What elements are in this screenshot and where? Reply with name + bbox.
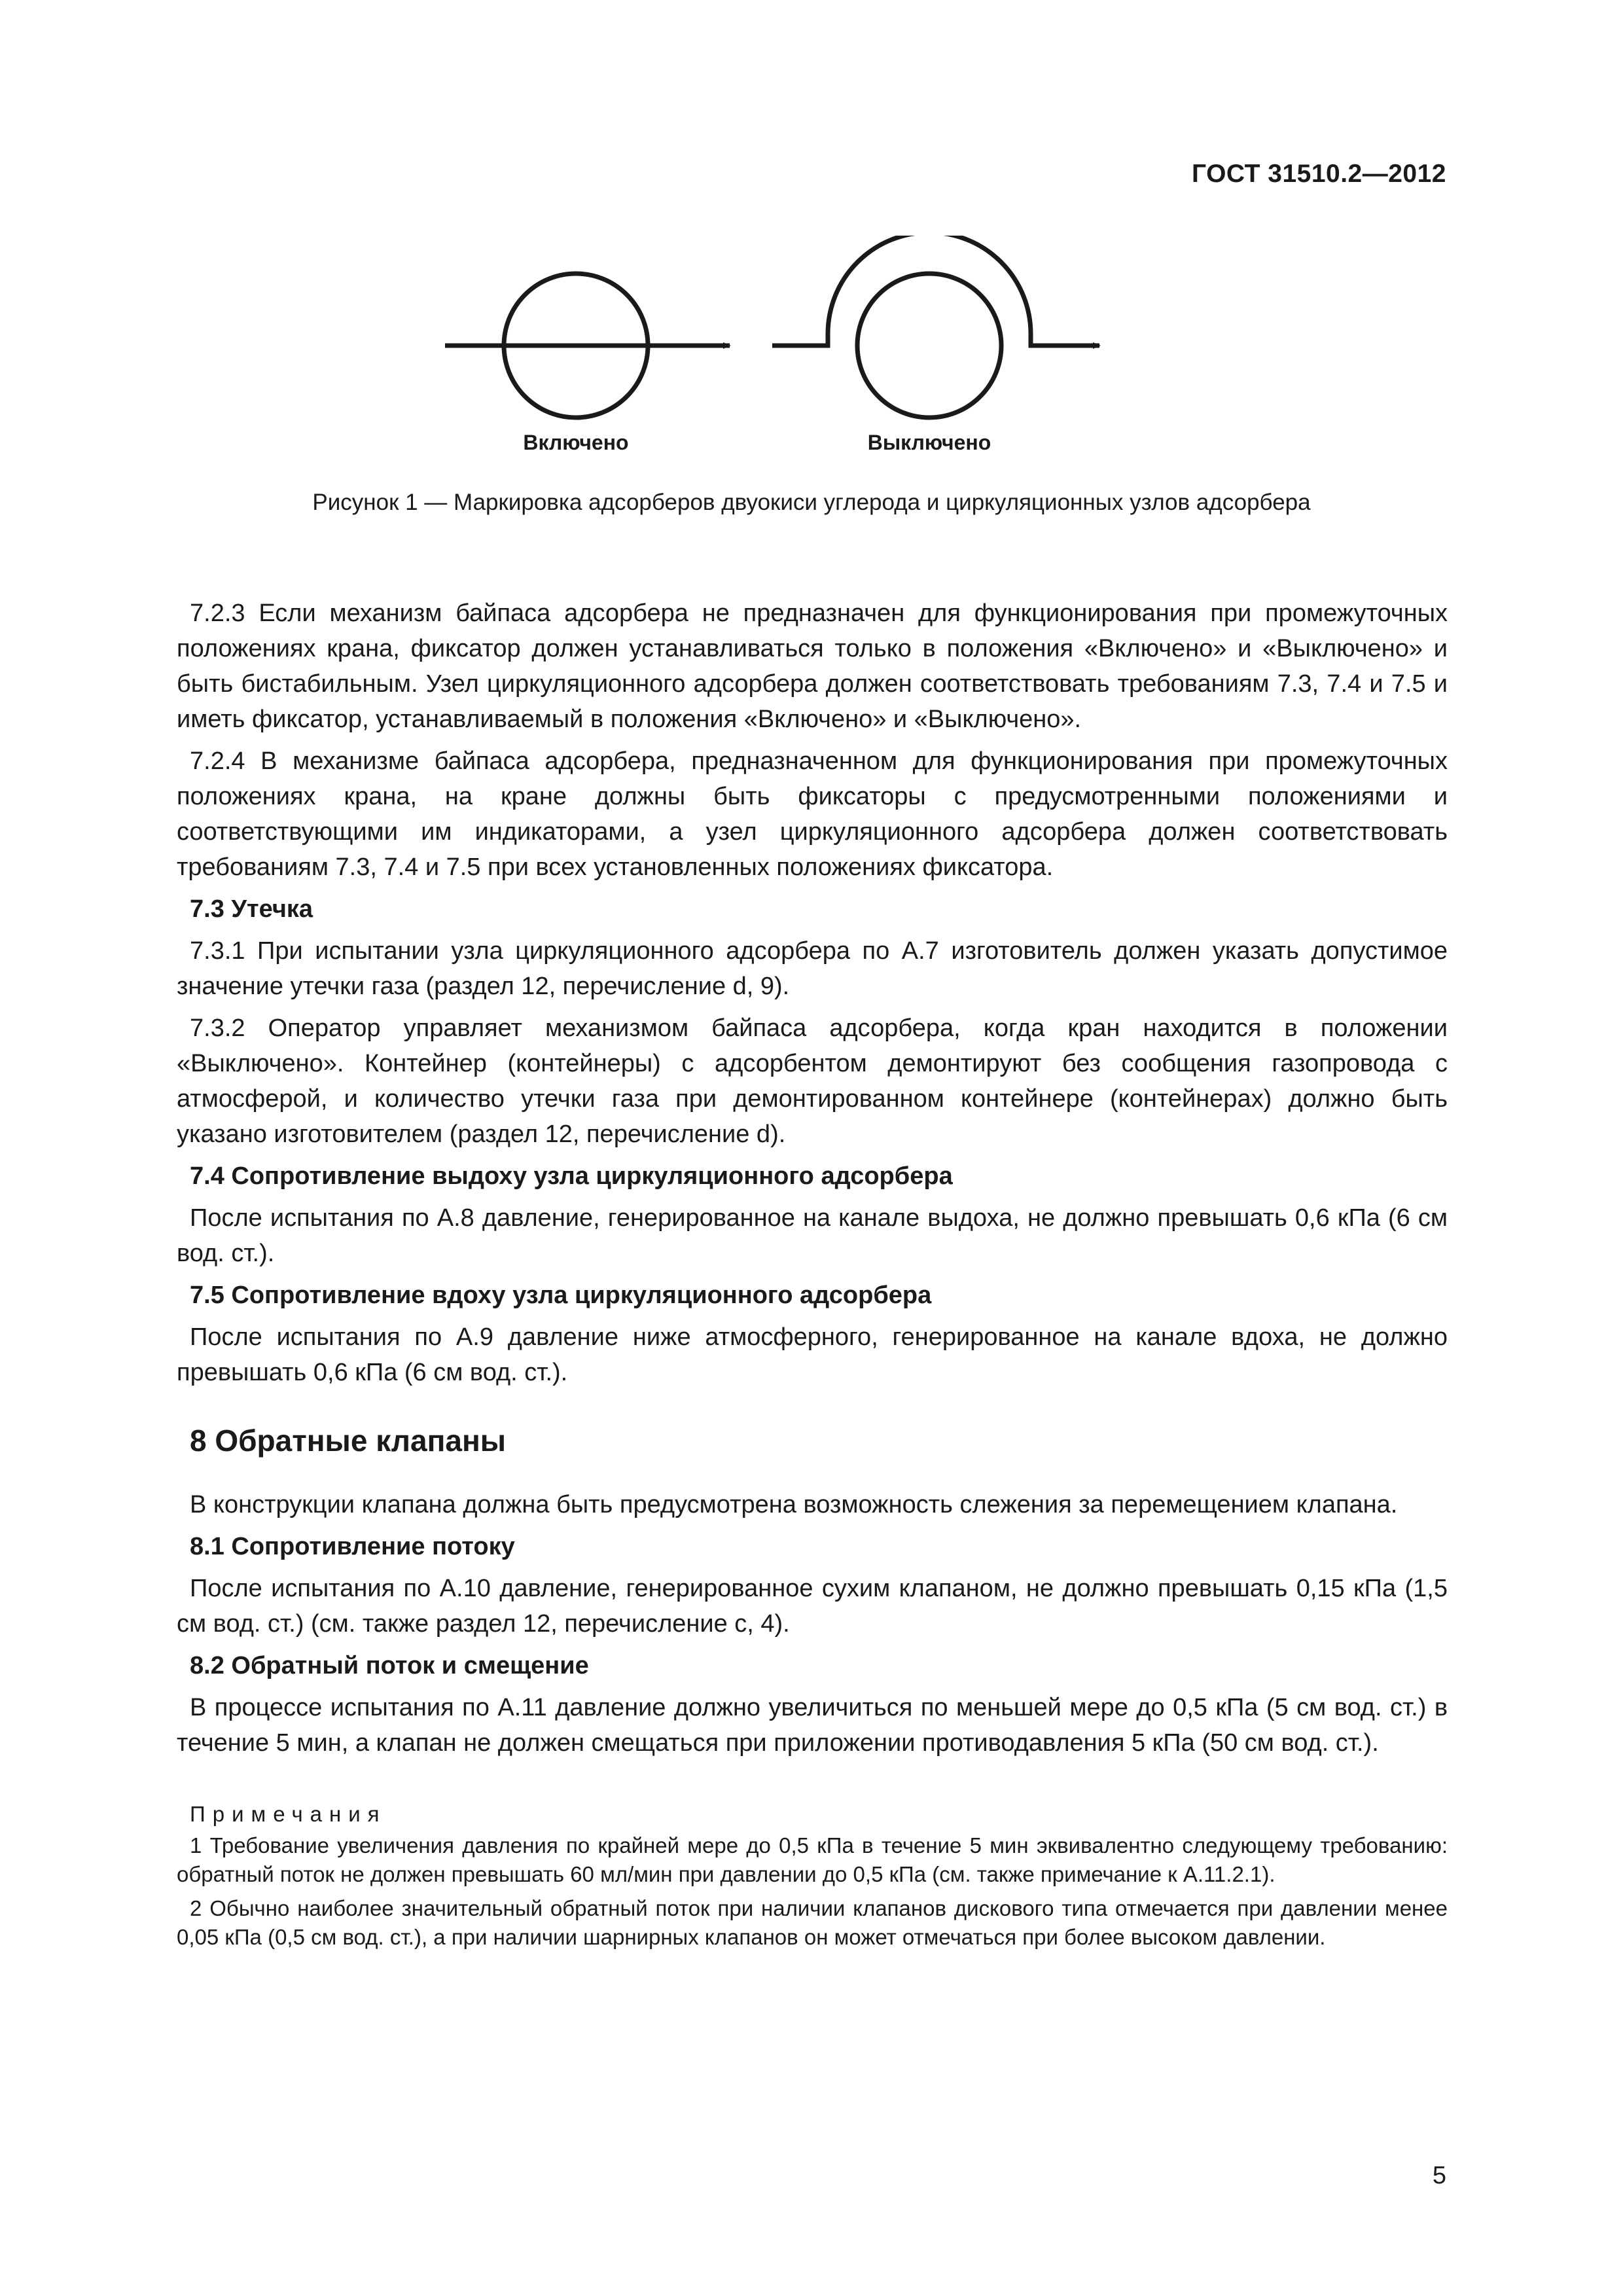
figure-1 — [0, 236, 1623, 524]
paragraph-7-3-2: 7.3.2 Оператор управляет механизмом байпаса адсорбера, когда кран находится в положении «Выключено». Контейнер (контейнеры) с адсорбентом демонтируют без сообщения газопровода с атмосферой, и количество утечки газа при демонтированном контейнере (контейнерах) должно быть указано изготовителем (раздел 12, перечисление d). — [177, 1014, 1448, 1148]
paragraph-7-5: После испытания по А.9 давление ниже атмосферного, генерированное на канале вдоха, не должно превышать 0,6 кПа (6 см вод. ст.). — [177, 1323, 1448, 1386]
notes-title: Примечания — [190, 1802, 387, 1826]
on-symbol — [445, 274, 730, 418]
paragraph-8-2: В процессе испытания по А.11 давление должно увеличиться по меньшей мере до 0,5 кПа (5 см вод. ст.) в течение 5 мин, а клапан не должен смещаться при приложении противодавления 5 кПа (50 см вод. ст.). — [177, 1694, 1448, 1757]
note-2: 2 Обычно наиболее значительный обратный поток при наличии клапанов дискового типа отмечается при давлении менее 0,05 кПа (0,5 см вод. ст.), а при наличии шарнирных клапанов он может отмечаться при более высоком давлении. — [177, 1896, 1448, 1949]
off-symbol — [772, 236, 1099, 418]
label-off: Выключено — [867, 431, 991, 454]
figure-caption: Рисунок 1 — Маркировка адсорберов двуокиси углерода и циркуляционных узлов адсорбера — [312, 490, 1311, 515]
paragraph-7-3-1: 7.3.1 При испытании узла циркуляционного адсорбера по А.7 изготовитель должен указать допустимое значение утечки газа (раздел 12, перечисление d, 9). — [177, 937, 1448, 1000]
heading-7-3: 7.3 Утечка — [190, 895, 313, 923]
adsorber-marking-diagram — [0, 236, 1623, 432]
paragraph-7-4: После испытания по А.8 давление, генерированное на канале выдоха, не должно превышать 0,6 кПа (6 см вод. ст.). — [177, 1204, 1448, 1267]
note-1: 1 Требование увеличения давления по крайней мере до 0,5 кПа в течение 5 мин эквивалентно следующему требованию: обратный поток не должен превышать 60 мл/мин при давлении до 0,5 кПа (см. также примечание к А.11.2.1). — [177, 1833, 1448, 1886]
document-id: ГОСТ 31510.2—2012 — [1191, 160, 1446, 188]
paragraph-8-1: После испытания по А.10 давление, генерированное сухим клапаном, не должно превышать 0,15 кПа (1,5 см вод. ст.) (см. также раздел 12, перечисление c, 4). — [177, 1575, 1448, 1638]
paragraph-8: В конструкции клапана должна быть предусмотрена возможность слежения за перемещением клапана. — [190, 1491, 1398, 1518]
label-on: Включено — [523, 431, 629, 454]
notes-block — [177, 1800, 1448, 1952]
body-text — [177, 596, 1448, 1957]
heading-7-5: 7.5 Сопротивление вдоху узла циркуляционного адсорбера — [190, 1282, 932, 1309]
page-number: 5 — [1432, 2162, 1446, 2189]
heading-7-4: 7.4 Сопротивление выдоху узла циркуляционного адсорбера — [190, 1162, 953, 1190]
heading-8-2: 8.2 Обратный поток и смещение — [190, 1652, 589, 1679]
heading-8-1: 8.1 Сопротивление потоку — [190, 1533, 515, 1560]
heading-section-8: 8 Обратные клапаны — [190, 1424, 507, 1458]
paragraph-7-2-3: 7.2.3 Если механизм байпаса адсорбера не предназначен для функционирования при промежуточных положениях крана, фиксатор должен устанавливаться только в положения «Включено» и «Выключено» и быть бистабильным. Узел циркуляционного адсорбера должен соответствовать требованиям 7.3, 7.4 и 7.5 и иметь фиксатор, устанавливаемый в положения «Включено» и «Выключено». — [177, 600, 1448, 733]
paragraph-7-2-4: 7.2.4 В механизме байпаса адсорбера, предназначенном для функционирования при промежуточных положениях крана, на кране должны быть фиксаторы с предусмотренными положениями и соответствующими им индикаторами, а узел циркуляционного адсорбера должен соответствовать требованиям 7.3, 7.4 и 7.5 при всех установленных положениях фиксатора. — [177, 747, 1448, 881]
